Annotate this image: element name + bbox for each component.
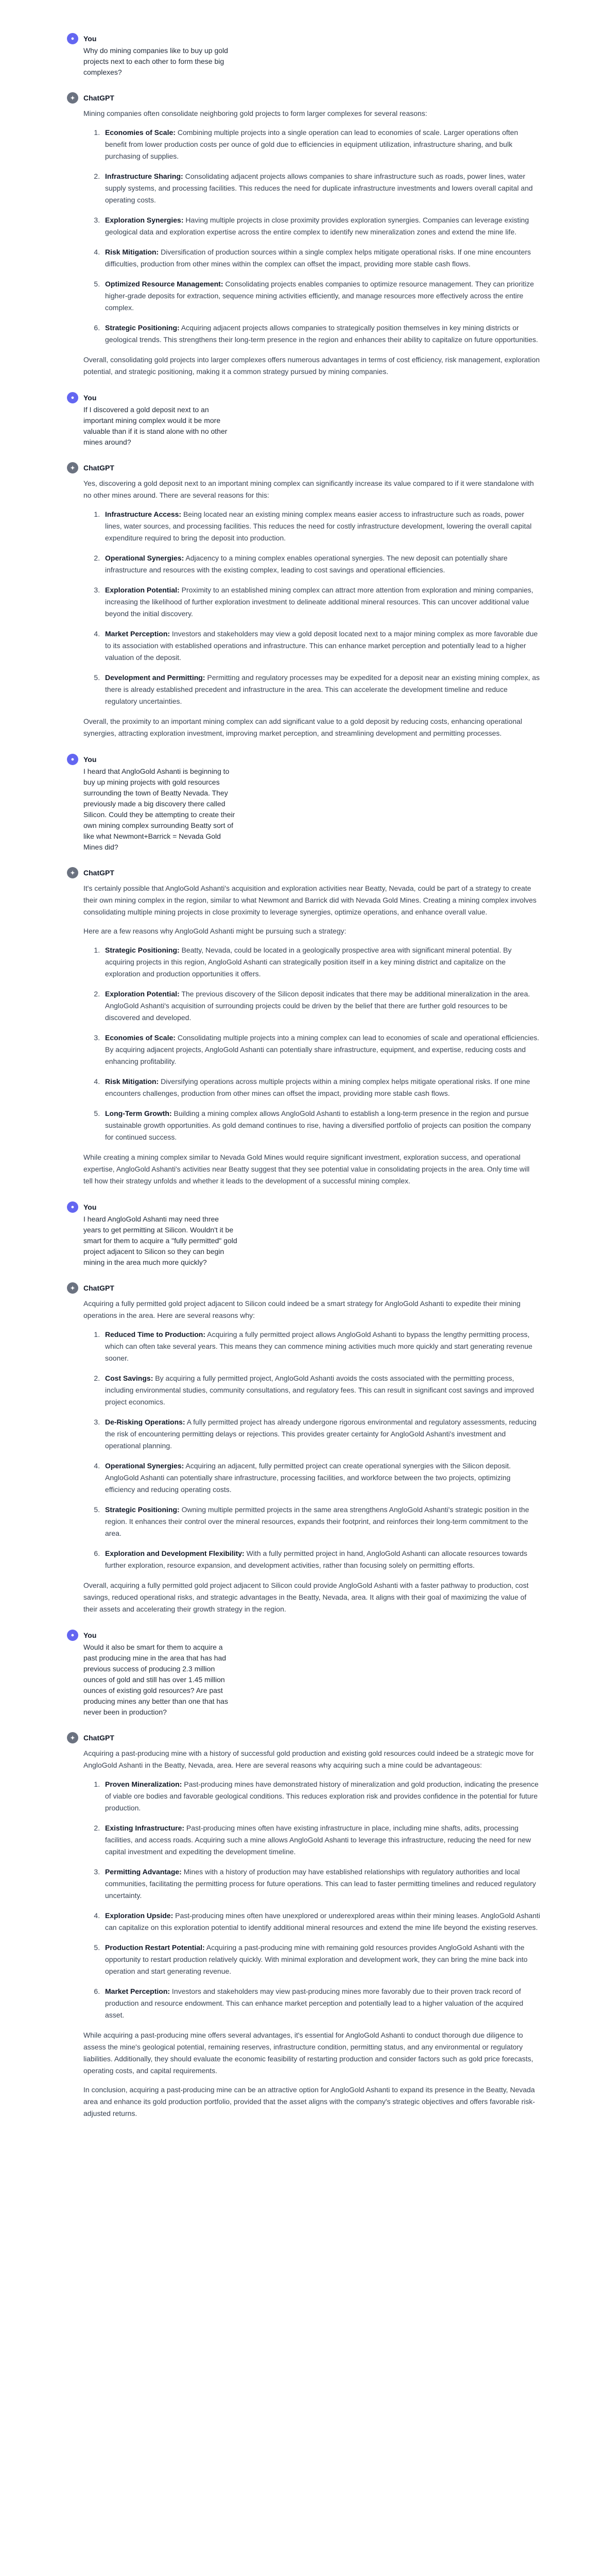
chatgpt-avatar-icon: ✦ <box>67 92 78 104</box>
list-item: 3. De-Risking Operations: A fully permitted project has already undergone rigorous environmental and regulatory assessments, reducing the risk of encountering permitting delays or rejections. This provides greater certainty for AngloGold Ashanti's investment and operational planning. <box>102 1416 541 1452</box>
chatgpt-avatar-icon: ✦ <box>67 462 78 473</box>
list-item-title: Production Restart Potential: <box>105 1943 205 1952</box>
list-item-title: Exploration Potential: <box>105 990 180 998</box>
list-item: 2. Operational Synergies: Adjacency to a mining complex enables operational synergies. The new deposit can potentially share infrastructure and resources with the existing complex, leading to cost savings and operational efficiencies. <box>102 552 541 576</box>
chatgpt-avatar-icon: ✦ <box>67 1732 78 1743</box>
list-item-title: Strategic Positioning: <box>105 1505 180 1514</box>
list-item: 1. Infrastructure Access: Being located near an existing mining complex means easier access to infrastructure such as roads, power lines, water sources, and processing facilities. This reduces the need for costly infrastructure development, lowering the overall capital expenditure required to bring the deposit into production. <box>102 509 541 544</box>
message-author: ChatGPT <box>83 1734 114 1742</box>
list-item: 3. Exploration Potential: Proximity to an established mining complex can attract more attention from exploration and mining companies, increasing the likelihood of further exploration investment to delineate additional mineral resources. This can uncover additional value beyond the initial discovery. <box>102 584 541 620</box>
user-message-text: Would it also be smart for them to acquire a past producing mine in the area that has had previous success of producing 2.3 million ounces of gold and still has over 1.45 million ounces of existing gold resources? Are past producing mines any better than one that has never been in production? <box>83 1643 230 1716</box>
list-item: 4. Risk Mitigation: Diversifying operations across multiple projects within a mining complex helps mitigate operational risks. If one mine encounters challenges, production from other mines can offset the impact, providing more stable cash flows. <box>102 1076 541 1099</box>
response-conclusion: Overall, the proximity to an important mining complex can add significant value to a gold deposit by reducing costs, enhancing operational synergies, attracting exploration investment, improving market perception, and streamlining development and permitting processes. <box>83 717 523 737</box>
user-message <box>67 33 541 78</box>
message-author: ChatGPT <box>83 869 114 877</box>
list-item: 2. Exploration Potential: The previous discovery of the Silicon deposit indicates that there may be additional mineralization in the area. AngloGold Ashanti's acquisition of surrounding projects could be driven by the belief that there are further gold resources to be discovered and developed. <box>102 988 541 1024</box>
chatgpt-avatar-icon: ✦ <box>67 867 78 878</box>
user-avatar-icon: ● <box>67 754 78 765</box>
user-message <box>67 754 541 853</box>
message-author: You <box>83 394 97 402</box>
list-item: 5. Development and Permitting: Permitting and regulatory processes may be expedited for a deposit near an existing mining complex, as there is already established precedent and infrastructure in the area. This can accelerate the development timeline and reduce regulatory uncertainties. <box>102 672 541 707</box>
list-item-title: Proven Mineralization: <box>105 1780 182 1788</box>
list-item-title: Risk Mitigation: <box>105 1077 159 1086</box>
list-item: 1. Proven Mineralization: Past-producing mines have demonstrated history of mineralization and gold production, indicating the presence of viable ore bodies and favorable geological conditions. This reduces exploration risk and provides confidence in the potential for future production. <box>102 1778 541 1814</box>
list-item: 5. Strategic Positioning: Owning multiple permitted projects in the same area strengthens AngloGold Ashanti's strategic position in the region. It enhances their control over the mineral resources, expands their footprint, and reinforces their long-term commitment to the area. <box>102 1504 541 1539</box>
message-author: You <box>83 35 97 43</box>
list-item-title: Development and Permitting: <box>105 673 205 682</box>
list-item-title: Infrastructure Sharing: <box>105 172 183 180</box>
response-list <box>83 1329 541 1571</box>
list-item-title: De-Risking Operations: <box>105 1418 185 1426</box>
list-item: 5. Optimized Resource Management: Consolidating projects enables companies to optimize resource management. They can prioritize higher-grade deposits for extraction, sequence mining activities efficiently, and manage resources more effectively across the entire complex. <box>102 278 541 314</box>
assistant-message <box>67 1282 541 1615</box>
user-message <box>67 1630 541 1718</box>
list-item-title: Long-Term Growth: <box>105 1109 172 1117</box>
list-item-title: Infrastructure Access: <box>105 510 182 518</box>
list-item-title: Existing Infrastructure: <box>105 1824 185 1832</box>
list-item: 6. Strategic Positioning: Acquiring adjacent projects allows companies to strategically position themselves in key mining districts or geological trends. This strengthens their long-term presence in the region and enhances their ability to capitalize on future opportunities. <box>102 322 541 346</box>
response-intro: Acquiring a past-producing mine with a history of successful gold production and existing gold resources could indeed be a strategic move for AngloGold Ashanti in the Beatty, Nevada, area. Here are several reasons why acquiring such a mine could be advantageous: <box>83 1749 534 1769</box>
chatgpt-avatar-icon: ✦ <box>67 1282 78 1294</box>
list-item-title: Strategic Positioning: <box>105 324 180 332</box>
list-item-title: Exploration Synergies: <box>105 216 184 224</box>
conversation-thread <box>67 33 541 2134</box>
list-item-title: Operational Synergies: <box>105 1462 184 1470</box>
list-item: 4. Market Perception: Investors and stakeholders may view a gold deposit located next to a major mining complex as more favorable due to its association with established operations and infrastructure. This can enhance market perception and potentially lead to a higher valuation of the deposit. <box>102 628 541 664</box>
assistant-message <box>67 867 541 1187</box>
assistant-message <box>67 1732 541 2120</box>
list-item-title: Economies of Scale: <box>105 1033 176 1042</box>
list-item-title: Exploration Potential: <box>105 586 180 594</box>
response-list <box>83 127 541 346</box>
list-item: 4. Exploration Upside: Past-producing mines often have unexplored or underexplored areas within their mining leases. AngloGold Ashanti can capitalize on this exploration potential to identify additional mineral resources and extend the mine life beyond the existing reserves. <box>102 1910 541 1934</box>
list-item: 3. Economies of Scale: Consolidating multiple projects into a mining complex can lead to economies of scale and operational efficiencies. By acquiring adjacent projects, AngloGold Ashanti can potentially share infrastructure, equipment, and expertise, reducing costs and enhancing profitability. <box>102 1032 541 1067</box>
list-item-title: Exploration and Development Flexibility: <box>105 1549 245 1557</box>
list-item: 1. Economies of Scale: Combining multiple projects into a single operation can lead to economies of scale. Larger operations often benefit from lower production costs per ounce of gold due to efficiencies in equipment utilization, infrastructure sharing, and bulk purchasing of supplies. <box>102 127 541 162</box>
list-item-title: Exploration Upside: <box>105 1911 173 1920</box>
response-conclusion: In conclusion, acquiring a past-producing mine can be an attractive option for AngloGold Ashanti to expand its presence in the Beatty, Nevada area and enhance its gold production portfolio, provided that the asset aligns with the company's strategic objectives and offers favorable risk-adjusted returns. <box>83 2086 535 2117</box>
user-message-text: I heard that AngloGold Ashanti is beginning to buy up mining projects with gold resources surrounding the town of Beatty Nevada. They previously made a big discovery there called Silicon. Could they be attempting to create their own mining complex surrounding Beatty sort of like what Newmont+Barrick = Nevada Gold Mines did? <box>83 767 237 851</box>
message-author: ChatGPT <box>83 464 114 472</box>
list-item: 6. Market Perception: Investors and stakeholders may view past-producing mines more favorably due to their proven track record of production and resource endowment. This can enhance market perception and potentially lead to a higher valuation of the acquired asset. <box>102 1986 541 2021</box>
message-author: You <box>83 1203 97 1211</box>
list-item: 2. Existing Infrastructure: Past-producing mines often have existing infrastructure in place, including mine shafts, adits, processing facilities, and access roads. Acquiring such a mine allows AngloGold Ashanti to leverage this infrastructure, reducing the need for new capital investment and expediting the development timeline. <box>102 1822 541 1858</box>
list-item-title: Operational Synergies: <box>105 554 184 562</box>
list-item-title: Optimized Resource Management: <box>105 280 223 288</box>
list-item-title: Market Perception: <box>105 1987 170 1995</box>
message-author: You <box>83 755 97 764</box>
user-message-text: I heard AngloGold Ashanti may need three years to get permitting at Silicon. Wouldn't it be smart for them to acquire a "fully permitted" gold project adjacent to Silicon so they can begin mining in the area much more quickly? <box>83 1215 239 1266</box>
message-author: ChatGPT <box>83 94 114 102</box>
response-conclusion: While creating a mining complex similar to Nevada Gold Mines would require significant investment, exploration success, and operational expertise, AngloGold Ashanti's activities near Beatty suggest that they see potential value in consolidating projects in the area. Only time will tell how their strategy unfolds and whether it leads to the development of a successful mining complex. <box>83 1153 530 1185</box>
response-intro: Acquiring a fully permitted gold project adjacent to Silicon could indeed be a smart strategy for AngloGold Ashanti to expedite their mining operations in the area. Here are several reasons why: <box>83 1299 521 1319</box>
response-intro: It's certainly possible that AngloGold Ashanti's acquisition and exploration activities near Beatty, Nevada, could be part of a strategy to create their own mining complex in the region, similar to what Newmont and Barrick did with Nevada Gold Mines. Creating a mining complex involves consolidating multiple mining projects in close proximity to leverage synergies, optimize operations, and enhance overall value. <box>83 884 537 916</box>
user-message-text: If I discovered a gold deposit next to an important mining complex would it be more valuable than if it is stand alone with no other mines around? <box>83 405 230 446</box>
list-item: 1. Reduced Time to Production: Acquiring a fully permitted project allows AngloGold Ashanti to bypass the lengthy permitting process, which can often take several years. This means they can commence mining activities much more quickly and start generating revenue sooner. <box>102 1329 541 1364</box>
response-list <box>83 509 541 707</box>
list-item: 6. Exploration and Development Flexibility: With a fully permitted project in hand, AngloGold Ashanti can allocate resources towards further exploration, resource expansion, and development activities, rather than focusing solely on permitting efforts. <box>102 1548 541 1571</box>
user-avatar-icon: ● <box>67 1630 78 1641</box>
list-item: 4. Operational Synergies: Acquiring an adjacent, fully permitted project can create operational synergies with the Silicon deposit. AngloGold Ashanti can potentially share infrastructure, processing facilities, and workforce between the two projects, optimizing efficiency and reducing operating costs. <box>102 1460 541 1496</box>
assistant-message <box>67 92 541 378</box>
user-message-text: Why do mining companies like to buy up gold projects next to each other to form these big complexes? <box>83 46 230 76</box>
response-list <box>83 1778 541 2021</box>
response-intro: Mining companies often consolidate neighboring gold projects to form larger complexes for several reasons: <box>83 109 427 117</box>
response-conclusion: Overall, acquiring a fully permitted gold project adjacent to Silicon could provide AngloGold Ashanti with a faster pathway to production, cost savings, reduced operational risks, and strategic advantages in the Beatty, Nevada, area. It aligns with their goal of maximizing the value of their assets and accelerating their growth strategy in the region. <box>83 1581 529 1613</box>
list-item: 5. Production Restart Potential: Acquiring a past-producing mine with remaining gold resources provides AngloGold Ashanti with the opportunity to restart production relatively quickly. With minimal exploration and development work, they can bring the mine back into operation and start generating revenue. <box>102 1942 541 1977</box>
message-author: ChatGPT <box>83 1284 114 1292</box>
list-item: 1. Strategic Positioning: Beatty, Nevada, could be located in a geologically prospective area with significant mineral potential. By acquiring projects in this region, AngloGold Ashanti can strategically position itself in a key mining district and capitalize on the exploration and production opportunities it offers. <box>102 944 541 980</box>
list-item-title: Economies of Scale: <box>105 128 176 137</box>
list-item-title: Permitting Advantage: <box>105 1868 182 1876</box>
user-message <box>67 392 541 448</box>
assistant-message <box>67 462 541 739</box>
response-conclusion: While acquiring a past-producing mine offers several advantages, it's essential for AngloGold Ashanti to conduct thorough due diligence to assess the mine's geological potential, remaining reserves, infrastructure condition, permitting status, and any environmental or regulatory liabilities. Additionally, they should evaluate the economic feasibility of restarting production and consider factors such as gold price forecasts, operating costs, and capital requirements. <box>83 2031 533 2075</box>
message-author: You <box>83 1631 97 1639</box>
list-item-title: Strategic Positioning: <box>105 946 180 954</box>
response-list <box>83 944 541 1143</box>
list-item-title: Market Perception: <box>105 630 170 638</box>
list-item: 3. Permitting Advantage: Mines with a history of production may have established relationships with regulatory authorities and local communities, facilitating the permitting process for future operations. This can lead to faster permitting timelines and reduced regulatory uncertainty. <box>102 1866 541 1902</box>
user-avatar-icon: ● <box>67 33 78 44</box>
list-item: 5. Long-Term Growth: Building a mining complex allows AngloGold Ashanti to establish a long-term presence in the region and pursue sustainable growth opportunities. As gold demand continues to rise, having a diversified portfolio of projects can position the company for continued success. <box>102 1108 541 1143</box>
response-intro: Yes, discovering a gold deposit next to an important mining complex can significantly increase its value compared to if it were standalone with no other mines around. There are several reasons for this: <box>83 479 534 499</box>
list-item-title: Risk Mitigation: <box>105 248 159 256</box>
user-avatar-icon: ● <box>67 392 78 403</box>
user-avatar-icon: ● <box>67 1201 78 1213</box>
list-item: 2. Infrastructure Sharing: Consolidating adjacent projects allows companies to share infrastructure such as roads, power lines, water supply systems, and processing facilities. This reduces the need for duplicate infrastructure investments and lowers overall capital and operating costs. <box>102 171 541 206</box>
response-conclusion: Overall, consolidating gold projects into larger complexes offers numerous advantages in terms of cost efficiency, risk management, exploration potential, and strategic positioning, making it a common strategy pursued by mining companies. <box>83 355 540 376</box>
list-item-title: Cost Savings: <box>105 1374 153 1382</box>
list-item: 2. Cost Savings: By acquiring a fully permitted project, AngloGold Ashanti avoids the costs associated with the permitting process, including environmental studies, community consultations, and regulatory fees. This can result in significant cost savings and improved project economics. <box>102 1372 541 1408</box>
list-item: 4. Risk Mitigation: Diversification of production sources within a single complex helps mitigate operational risks. If one mine encounters difficulties, production from other mines within the complex can offset the impact, providing more stable cash flows. <box>102 246 541 270</box>
response-intro: Here are a few reasons why AngloGold Ashanti might be pursuing such a strategy: <box>83 927 346 935</box>
list-item: 3. Exploration Synergies: Having multiple projects in close proximity provides exploration synergies. Companies can leverage existing geological data and exploration expertise across the entire complex to identify new mineralization zones and extend the mine life. <box>102 214 541 238</box>
list-item-title: Reduced Time to Production: <box>105 1330 205 1338</box>
user-message <box>67 1201 541 1268</box>
